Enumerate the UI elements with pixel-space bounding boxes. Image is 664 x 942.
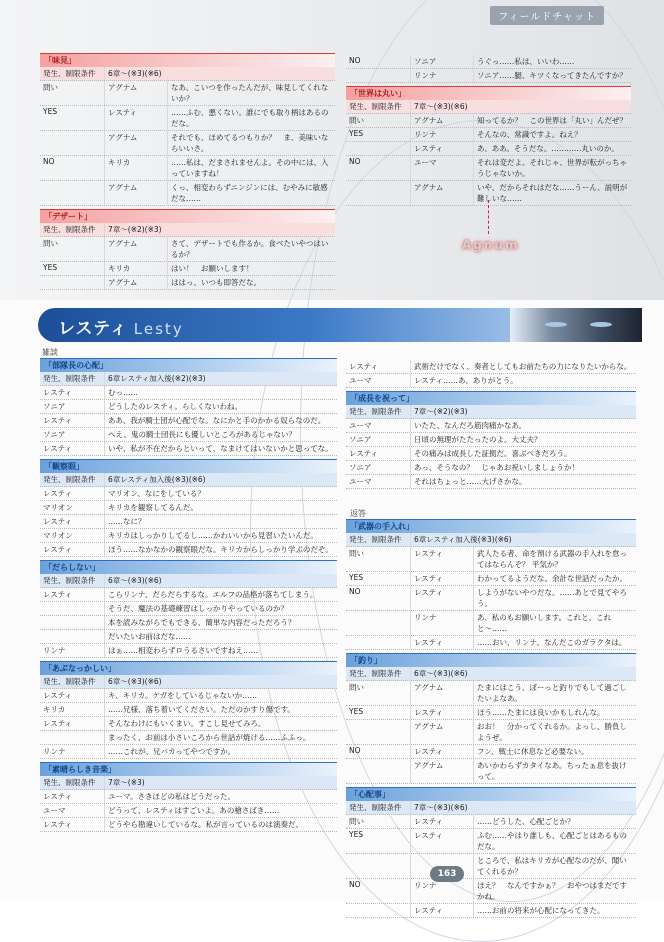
dialogue-row: [40, 400, 337, 414]
speaker: レスティ: [411, 636, 474, 649]
section-title: 「デザート」: [40, 209, 335, 223]
row-type: 発生、制限条件: [346, 100, 411, 113]
condition-value: 7章〜(※3): [108, 778, 145, 787]
speaker: ソニア: [411, 55, 474, 68]
speaker: レスティ: [411, 572, 474, 585]
speaker: レスティ: [346, 360, 411, 373]
dialogue-row: [40, 131, 335, 156]
row-type: NO: [40, 156, 105, 180]
dialogue-line: そうだ、魔法の基礎練習はしっかりやっているのか？: [108, 604, 288, 613]
dialogue-line: はい！ お願いします！: [171, 264, 254, 273]
condition-row: [40, 675, 337, 689]
row-type: 発生、制限条件: [40, 776, 105, 789]
dialogue-row: [346, 114, 631, 128]
page-header: フィールドチャット: [490, 6, 604, 25]
row-type: YES: [346, 829, 411, 853]
row-type: [346, 854, 411, 878]
row-type: 発生、制限条件: [40, 372, 105, 385]
section-title: 「世界は丸い」: [346, 86, 631, 100]
speaker: レスティ: [411, 904, 474, 917]
dialogue-row: [40, 81, 335, 106]
dialogue-line: キ、キリカ。ケガをしているじゃないか……: [108, 691, 258, 700]
speaker: [40, 602, 105, 615]
dialogue-row: [40, 818, 337, 832]
dialogue-line: ソニア……腿、キツくなってきたんですか？: [477, 71, 627, 80]
dialogue-row: [346, 720, 636, 745]
dialogue-row: [40, 156, 335, 181]
dialogue-row: [40, 237, 335, 262]
dialogue-line: 武人たる者、命を預ける武器の手入れを怠ってはならんぞ？ 平気か？: [477, 549, 627, 569]
dialogue-line: ……なに？: [108, 517, 146, 526]
condition-row: [40, 223, 335, 237]
dialogue-row: [40, 745, 337, 759]
row-type: 発生、制限条件: [346, 667, 411, 680]
page-number: 163: [430, 866, 464, 882]
dialogue-row: [346, 572, 636, 586]
dialogue-line: ……兄様、落ち着いてください。ただのかすり傷です。: [108, 705, 295, 714]
dialogue-line: どうやら勘違いしているな。私が言っているのは演奏だ。: [108, 820, 303, 829]
speaker: レスティ: [411, 547, 474, 571]
dialogue-line: ふむ……やはり誰しも、心配ごとはあるものだな。: [477, 831, 627, 851]
condition-row: [346, 667, 636, 681]
dialogue-line: ははっ、いつも即答だな。: [171, 278, 261, 287]
dialogue-line: ……私は、だまされませんよ。その中には、入っていますね！: [171, 158, 329, 178]
dialogue-line: あっ、そうなの？ じゃあお祝いしましょうか！: [414, 463, 579, 472]
row-type: YES: [40, 262, 105, 275]
speaker: ユーマ: [346, 475, 411, 488]
speaker: ソニア: [346, 433, 411, 446]
dialogue-row: [346, 681, 636, 706]
bottom-left-chat-section: [40, 355, 337, 832]
dialogue-line: どうって、レスティはすごいよ。あの槍さばき……: [108, 806, 280, 815]
dialogue-row: [346, 360, 636, 374]
dialogue-row: [346, 461, 636, 475]
dialogue-row: [346, 706, 636, 720]
dialogue-line: しようがないやつだな。……あとで見てやろう。: [477, 588, 627, 608]
section-title: 「部隊長の心配」: [40, 358, 337, 372]
dialogue-line: むっ……: [108, 388, 138, 397]
speaker: レスティ: [40, 689, 105, 702]
row-type: 発生、制限条件: [346, 533, 411, 546]
speaker: ソニア: [40, 400, 105, 413]
row-type: NO: [346, 586, 411, 610]
row-type: [346, 181, 411, 205]
dialogue-line: こらリンナ、だらだらするな。エルフの品格が落ちてしまう。: [108, 590, 318, 599]
dialogue-line: そんなの、常識ですよ。ねえ？: [477, 130, 582, 139]
speaker: リンナ: [411, 879, 474, 903]
dialogue-row: [40, 529, 337, 543]
dialogue-row: [40, 588, 337, 602]
dialogue-row: [40, 731, 337, 745]
dialogue-row: [346, 759, 636, 784]
dialogue-line: あいかわらずカタイなあ。ちったぁ息を抜けって。: [477, 761, 627, 781]
row-type: [40, 181, 105, 205]
condition-row: [40, 776, 337, 790]
condition-value: 7章〜(※2)(※3): [108, 225, 162, 234]
dialogue-row: [346, 854, 636, 879]
dialogue-row: [346, 815, 636, 829]
speaker: アグナム: [411, 181, 474, 205]
dialogue-line: へえ、鬼の騎士団長にも優しいところがあるじゃない？: [108, 430, 296, 439]
speaker: リンナ: [40, 745, 105, 758]
speaker: ユーマ: [411, 156, 474, 180]
condition-value: 6章〜(※3)(※6): [108, 576, 162, 585]
speaker: アグナム: [105, 81, 168, 105]
speaker: アグナム: [105, 181, 168, 205]
dialogue-row: [40, 442, 337, 456]
row-type: YES: [40, 106, 105, 130]
dialogue-line: 日頃の無理がたたったのよ。大丈夫？: [414, 435, 542, 444]
dialogue-line: 武術だけでなく、奏者としてもお前たちの力になりたいからな。: [414, 362, 632, 371]
row-type: NO: [346, 55, 411, 68]
condition-value: 6章レスティ加入後(※2)(※3): [108, 374, 206, 383]
section-title: 「心配事」: [346, 787, 636, 801]
speaker: リンナ: [40, 644, 105, 657]
section-title: 「あぶなっかしい」: [40, 661, 337, 675]
speaker: レスティ: [40, 588, 105, 601]
dialogue-row: [40, 106, 335, 131]
character-portrait: [510, 308, 642, 342]
dialogue-row: [346, 586, 636, 611]
speaker: レスティ: [40, 717, 105, 730]
dialogue-row: [40, 616, 337, 630]
row-type: [346, 759, 411, 783]
dialogue-line: ほう……なかなかの観察眼だな。キリカからしっかり学ぶのだぞ。: [108, 545, 333, 554]
row-type: YES: [346, 706, 411, 719]
condition-value: 7章〜(※3)(※6): [414, 803, 468, 812]
dialogue-row: [346, 475, 636, 489]
dialogue-row: [346, 547, 636, 572]
row-type: 発生、制限条件: [40, 67, 105, 80]
section-title: 「だらしない」: [40, 560, 337, 574]
dialogue-line: さて、デザートでも作るか。食べたいやつはいるか？: [171, 239, 329, 259]
row-type: 問い: [40, 81, 105, 105]
row-type: 問い: [346, 547, 411, 571]
dialogue-row: [40, 703, 337, 717]
row-type: [346, 904, 411, 917]
row-type: 問い: [346, 114, 411, 127]
row-type: [346, 142, 411, 155]
dialogue-line: いや、だからそれはだな……うーん、説明が難しいな……: [477, 183, 628, 203]
category-zatsudan: 雑談: [42, 348, 58, 357]
dialogue-line: 本を読みながらでもできる、簡単な内容だっただろう？: [108, 618, 296, 627]
category-hentou: 返答: [350, 509, 366, 518]
row-type: 発生、制限条件: [40, 473, 105, 486]
dialogue-row: [346, 142, 631, 156]
condition-value: 6章レスティ加入後(※3)(※6): [108, 475, 206, 484]
dialogue-line: うぐっ……私は、いいわ……: [477, 57, 575, 66]
speaker: アグナム: [105, 131, 168, 155]
bottom-right-upper-section: [346, 360, 636, 489]
dialogue-line: ユーマ。さきほどの私はどうだった。: [108, 792, 236, 801]
dialogue-row: [346, 128, 631, 142]
speaker: リンナ: [411, 128, 474, 141]
row-type: 問い: [346, 681, 411, 705]
dialogue-row: [346, 611, 636, 636]
dialogue-row: [40, 515, 337, 529]
speaker: レスティ: [40, 818, 105, 831]
dialogue-line: ああ、我が騎士団が心配でな。なにかと手のかかる奴らなのだ。: [108, 416, 326, 425]
speaker: アグナム: [411, 681, 474, 705]
speaker: リンナ: [411, 611, 474, 635]
dialogue-row: [40, 717, 337, 731]
row-type: YES: [346, 572, 411, 585]
speaker: ユーマ: [346, 419, 411, 432]
condition-row: [346, 801, 636, 815]
dialogue-line: いや、私が不在だからといって、なまけてはいないかと思ってな。: [108, 444, 333, 453]
character-name-en: Lesty: [133, 320, 184, 338]
dialogue-line: おお！ 分かってくれるか。よっし、勝負しようぜ。: [477, 722, 627, 742]
dialogue-row: [40, 386, 337, 400]
dialogue-row: [40, 543, 337, 557]
speaker: アグナム: [105, 237, 168, 261]
row-type: 発生、制限条件: [346, 405, 411, 418]
condition-row: [40, 473, 337, 487]
dialogue-row: [40, 262, 335, 276]
speaker: レスティ: [40, 386, 105, 399]
condition-value: 6章レスティ加入後(※3)(※6): [414, 535, 512, 544]
speaker: [40, 630, 105, 643]
bottom-right-reply-section: [346, 516, 636, 918]
dialogue-row: [346, 447, 636, 461]
section-title: 「素晴らしき音楽」: [40, 762, 337, 776]
dialogue-line: ほう……たまには良いかもしれんな。: [477, 708, 605, 717]
dialogue-row: [40, 487, 337, 501]
speaker: キリカ: [105, 262, 168, 275]
row-type: 発生、制限条件: [40, 574, 105, 587]
section-title: 「成長を祝って」: [346, 391, 636, 405]
dialogue-row: [346, 419, 636, 433]
speaker: レスティ: [411, 829, 474, 853]
dialogue-line: ……これが、兄バカってやつですか。: [108, 747, 236, 756]
speaker: レスティ: [40, 790, 105, 803]
condition-row: [346, 533, 636, 547]
dialogue-row: [346, 55, 631, 69]
dialogue-row: [40, 602, 337, 616]
row-type: 発生、制限条件: [40, 675, 105, 688]
condition-value: 7章〜(※3)(※6): [414, 102, 468, 111]
dialogue-line: わかってるようだな。余計な世話だったか。: [477, 574, 627, 583]
row-type: [346, 611, 411, 635]
row-type: 問い: [346, 815, 411, 828]
row-type: 発生、制限条件: [40, 223, 105, 236]
speaker: アグナム: [411, 759, 474, 783]
dialogue-row: [40, 428, 337, 442]
dialogue-line: あ、私のもお願いします。これと、これと〜……: [477, 613, 612, 633]
dialogue-line: ところで、私はキリカが心配なのだが、聞いてくれるか？: [477, 856, 627, 876]
dialogue-line: はぁ……相変わらずロうるさいですねえ……: [108, 646, 258, 655]
dialogue-row: [40, 790, 337, 804]
speaker: ソニア: [346, 461, 411, 474]
speaker: レスティ: [411, 815, 474, 828]
section-title: 「味見」: [40, 53, 335, 67]
dialogue-row: [346, 879, 636, 904]
dialogue-row: [346, 829, 636, 854]
condition-value: 7章〜(※2)(※3): [414, 407, 468, 416]
speaker: レスティ: [40, 515, 105, 528]
dialogue-row: [40, 630, 337, 644]
dialogue-line: たまにはこう、ぼーっと釣りでもして過ごしたいよなあ。: [477, 683, 627, 703]
dialogue-line: キリカを観察してるんだ。: [108, 503, 198, 512]
speaker: キリカ: [105, 156, 168, 180]
dialogue-line: ……お前の将来が心配になってきた。: [477, 906, 605, 915]
speaker: レスティ: [40, 442, 105, 455]
speaker: レスティ: [40, 414, 105, 427]
speaker: レスティ: [411, 745, 474, 758]
dialogue-row: [40, 181, 335, 206]
row-type: [40, 276, 105, 289]
dialogue-line: ……ふむ、悪くない。誰にでも取り柄はあるのだな。: [171, 108, 329, 128]
row-type: NO: [346, 879, 411, 903]
row-type: YES: [346, 128, 411, 141]
dialogue-line: あ、ああ。そうだな。…………丸いのか。: [477, 144, 619, 153]
section-title: 「釣り」: [346, 653, 636, 667]
dialogue-line: ……おい、リンナ。なんだこのガラクタは。: [477, 638, 627, 647]
section-title: 「観察眼」: [40, 459, 337, 473]
speaker: マリオン: [40, 501, 105, 514]
portrait-eye: [545, 322, 567, 327]
condition-row: [346, 100, 631, 114]
speaker: アグナム: [411, 720, 474, 744]
row-type: [40, 131, 105, 155]
condition-row: [40, 67, 335, 81]
dialogue-row: [346, 904, 636, 918]
agnum-logo: Agnum: [462, 238, 520, 252]
speaker: レスティ: [346, 447, 411, 460]
dialogue-line: ほえ？ なんですかぁ？ おやつはまだですかね。: [477, 881, 627, 901]
dialogue-row: [40, 414, 337, 428]
speaker: レスティ: [411, 586, 474, 610]
character-name: [58, 314, 184, 339]
row-type: [346, 636, 411, 649]
dialogue-line: くっ、相変わらずニンジンには、むやみに敏感だな……: [171, 183, 328, 203]
speaker: キリカ: [40, 703, 105, 716]
dialogue-row: [346, 69, 631, 83]
dialogue-row: [40, 501, 337, 515]
dialogue-line: その痛みは成長した証拠だ。喜ぶべきだろう。: [414, 449, 572, 458]
portrait-eye: [590, 322, 612, 327]
dialogue-line: レスティ……あ、ありがとう。: [414, 376, 518, 385]
dialogue-line: それは変だよ。それじゃ、世界が転がっちゃうじゃないか。: [477, 158, 627, 178]
dialogue-row: [40, 689, 337, 703]
row-type: [346, 720, 411, 744]
dialogue-row: [40, 276, 335, 290]
top-left-chat-section: [40, 50, 335, 290]
condition-value: 6章〜(※3)(※6): [108, 677, 162, 686]
condition-value: 6章〜(※3)(※6): [414, 669, 468, 678]
dialogue-row: [40, 804, 337, 818]
section-title: 「武器の手入れ」: [346, 519, 636, 533]
condition-value: 6章〜(※3)(※6): [108, 69, 162, 78]
speaker: レスティ: [40, 543, 105, 556]
speaker: マリオン: [40, 529, 105, 542]
row-type: [346, 69, 411, 82]
row-type: 問い: [40, 237, 105, 261]
speaker: ユーマ: [40, 804, 105, 817]
dialogue-line: なあ、こいつを作ったんだが、味見してくれないか？: [171, 83, 329, 103]
condition-row: [346, 405, 636, 419]
condition-row: [40, 574, 337, 588]
character-name-jp: レスティ: [58, 319, 128, 339]
speaker: [40, 616, 105, 629]
speaker: [40, 731, 105, 744]
speaker: レスティ: [40, 487, 105, 500]
row-type: NO: [346, 156, 411, 180]
dialogue-line: だいたいお前はだな……: [108, 632, 191, 641]
speaker: ソニア: [40, 428, 105, 441]
dialogue-line: ……どうした、心配ごとか？: [477, 817, 575, 826]
speaker: ユーマ: [346, 374, 411, 387]
dialogue-line: キリカはしっかりしてるし……かわいいから見習いたいんだ。: [108, 531, 318, 540]
divider-line: [488, 200, 490, 234]
dialogue-line: フン、戦士に休息など必要ない。: [477, 747, 589, 756]
dialogue-row: [346, 156, 631, 181]
dialogue-row: [40, 644, 337, 658]
dialogue-line: それでも、ほめてるつもりか？ ま、美味いならいいさ。: [171, 133, 329, 153]
condition-row: [40, 372, 337, 386]
dialogue-row: [346, 433, 636, 447]
speaker: レスティ: [411, 142, 474, 155]
dialogue-line: それはちょっと……大げさかな。: [414, 477, 527, 486]
dialogue-row: [346, 745, 636, 759]
speaker: レスティ: [411, 706, 474, 719]
dialogue-line: マリオン、なにをしている？: [108, 489, 205, 498]
row-type: NO: [346, 745, 411, 758]
dialogue-line: どうしたのレスティ。らしくないわね。: [108, 402, 243, 411]
row-type: 発生、制限条件: [346, 801, 411, 814]
dialogue-line: そんなわけにもいくまい。すこし見せてみろ。: [108, 719, 266, 728]
speaker: アグナム: [105, 276, 168, 289]
speaker: レスティ: [105, 106, 168, 130]
speaker: リンナ: [411, 69, 474, 82]
dialogue-row: [346, 374, 636, 388]
dialogue-line: 知ってるか？ この世界は「丸い」んだぜ？: [477, 116, 627, 125]
top-right-chat-section: [346, 55, 631, 206]
dialogue-line: いたた、なんだろ筋肉痛かなあ。: [414, 421, 527, 430]
dialogue-row: [346, 636, 636, 650]
dialogue-line: まったく、お前は小さいころから世話が焼ける……ふふっ。: [108, 733, 311, 742]
speaker: アグナム: [411, 114, 474, 127]
